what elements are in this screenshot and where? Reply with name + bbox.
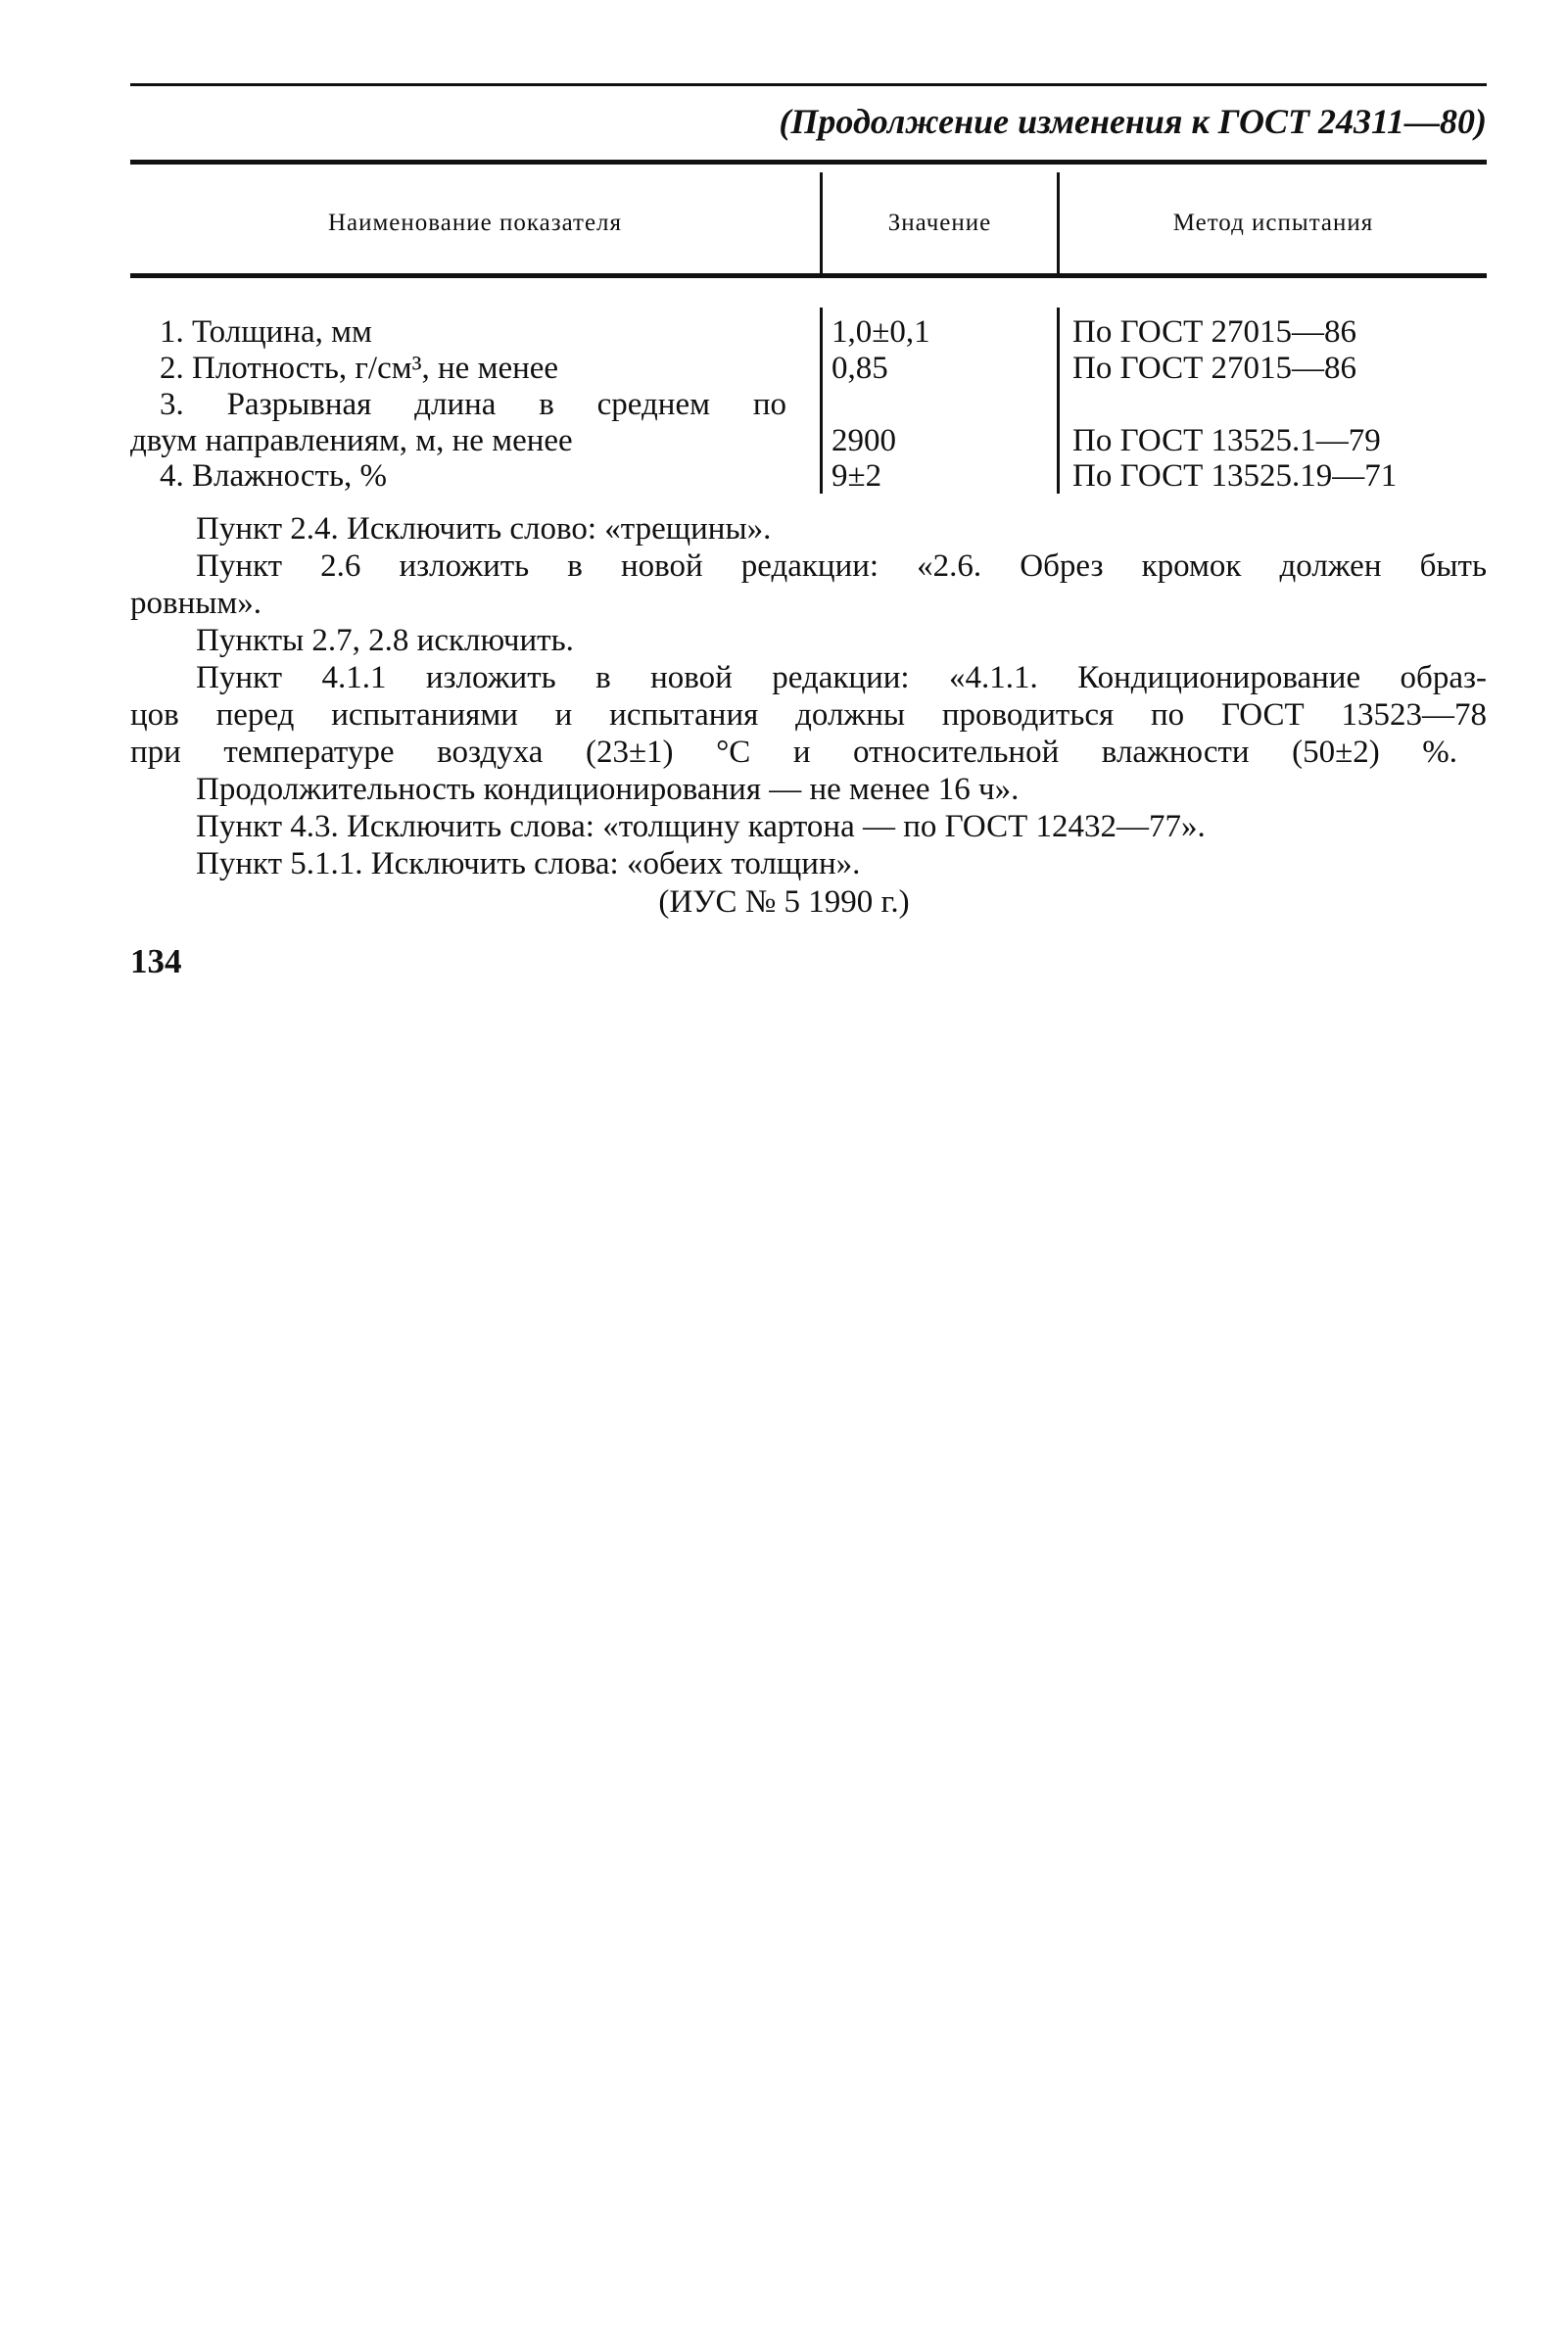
table-row-1-value: 1,0±0,1 — [832, 314, 930, 350]
paragraph-item-2-6-line2: ровным». — [130, 586, 262, 621]
table-row-3-value: 2900 — [832, 423, 896, 458]
table-row-1-method: По ГОСТ 27015—86 — [1072, 314, 1356, 350]
column-header-value: Значение — [887, 210, 992, 236]
issue-reference: (ИУС № 5 1990 г.) — [658, 884, 910, 920]
paragraph-item-4-1-1-line3: при температуре воздуха (23±1) °С и относительной влажности (50±2) %. — [130, 735, 1457, 770]
table-row-4-name: 4. Влажность, % — [160, 458, 388, 494]
paragraph-items-2-7-2-8: Пункты 2.7, 2.8 исключить. — [196, 623, 574, 658]
column-header-method: Метод испытания — [1172, 210, 1374, 236]
column-header-name: Наименование показателя — [327, 210, 623, 236]
body-divider-2 — [1057, 308, 1060, 494]
table-row-4-method: По ГОСТ 13525.19—71 — [1072, 458, 1398, 494]
top-rule — [130, 83, 1487, 86]
table-header-rule — [130, 273, 1487, 278]
table-row-3-method: По ГОСТ 13525.1—79 — [1072, 423, 1381, 458]
table-top-rule — [130, 160, 1487, 165]
table-row-2-value: 0,85 — [832, 351, 888, 386]
paragraph-item-4-3: Пункт 4.3. Исключить слова: «толщину картона — по ГОСТ 12432—77». — [196, 809, 1206, 844]
page-number: 134 — [130, 942, 182, 980]
paragraph-item-5-1-1: Пункт 5.1.1. Исключить слова: «обеих толщин». — [196, 846, 861, 881]
table-row-3-name-line1: 3. Разрывная длина в среднем по — [160, 387, 786, 422]
paragraph-item-4-1-1-line2: цов перед испытаниями и испытания должны проводиться по ГОСТ 13523—78 — [130, 697, 1487, 733]
table-row-1-name: 1. Толщина, мм — [160, 314, 372, 350]
table-row-4-value: 9±2 — [832, 458, 882, 494]
table-row-2-method: По ГОСТ 27015—86 — [1072, 351, 1356, 386]
paragraph-item-2-6-line1: Пункт 2.6 изложить в новой редакции: «2.6. Обрез кромок должен быть — [196, 548, 1487, 584]
paragraph-item-2-4: Пункт 2.4. Исключить слово: «трещины». — [196, 511, 772, 547]
table-row-3-name-line2: двум направлениям, м, не менее — [130, 423, 573, 458]
table-row-2-name: 2. Плотность, г/см³, не менее — [160, 351, 559, 386]
continuation-heading: (Продолжение изменения к ГОСТ 24311—80) — [779, 102, 1487, 141]
paragraph-conditioning-duration: Продолжительность кондиционирования — не менее 16 ч». — [196, 772, 1020, 807]
paragraph-item-4-1-1-line1: Пункт 4.1.1 изложить в новой редакции: «4.1.1. Кондиционирование образ- — [196, 660, 1487, 695]
body-divider-1 — [820, 308, 823, 494]
